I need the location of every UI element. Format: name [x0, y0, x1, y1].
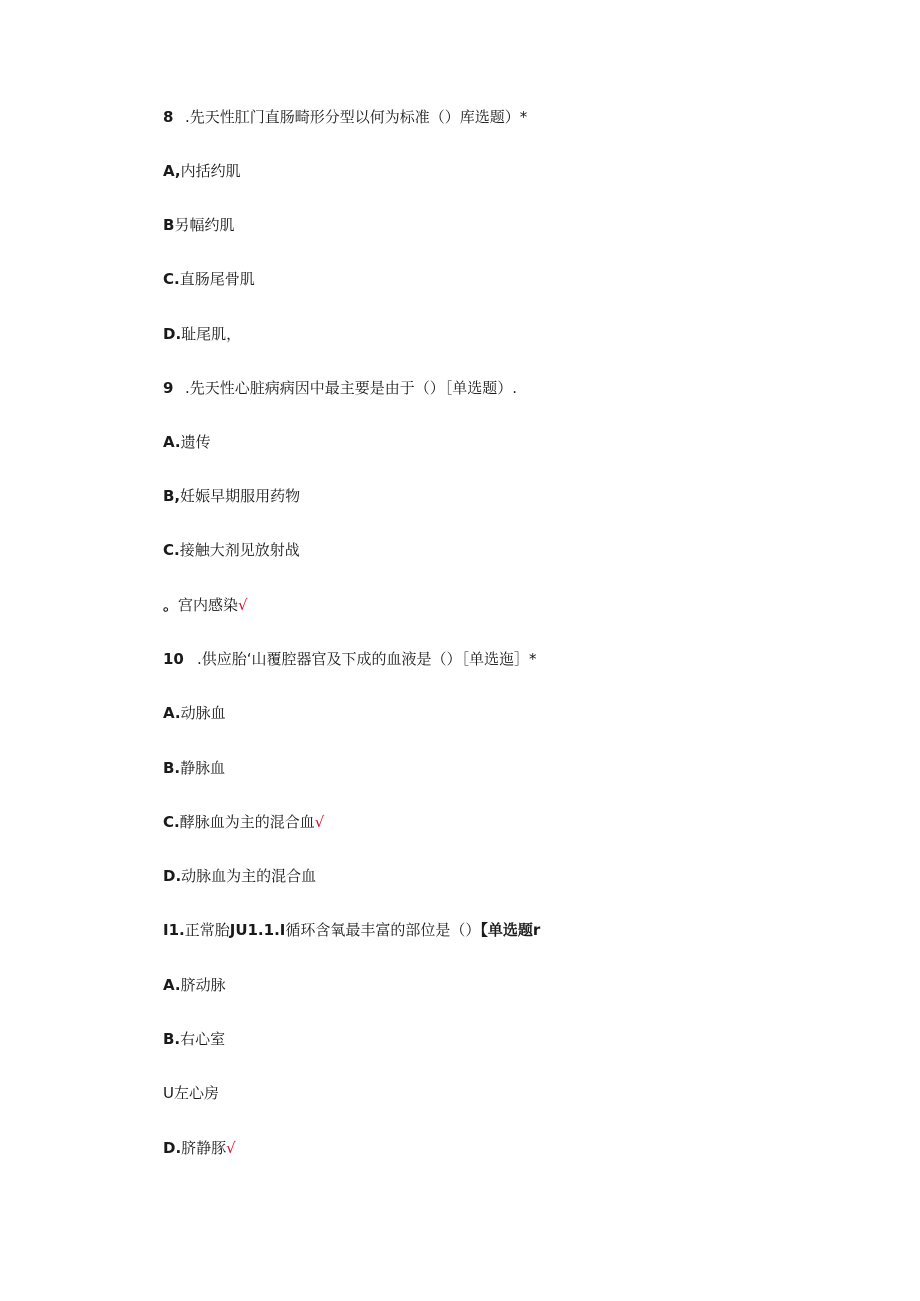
question-10-option-c — [163, 812, 324, 832]
question-stem: 循环含氧最丰富的部位是（） — [285, 921, 481, 939]
option-text: 内括约肌 — [180, 162, 241, 180]
option-letter: B, — [163, 487, 181, 505]
option-letter: C. — [163, 270, 180, 288]
question-10-option-b — [163, 758, 225, 778]
correct-answer-check-icon: √ — [314, 813, 325, 831]
question-11-option-c — [163, 1083, 219, 1103]
option-letter: B — [163, 216, 175, 234]
option-letter: C. — [163, 813, 180, 831]
question-stem-prefix: 正常胎 — [184, 921, 230, 939]
question-10-option-d — [163, 866, 316, 886]
option-letter: A, — [163, 162, 181, 180]
question-8-option-d — [163, 324, 241, 344]
option-letter: B. — [163, 1030, 181, 1048]
question-8-option-b — [163, 215, 234, 235]
option-letter: C. — [163, 541, 180, 559]
option-letter: D. — [163, 1139, 182, 1157]
question-number: 8 — [163, 108, 174, 126]
option-letter: A. — [163, 704, 181, 722]
option-letter: A. — [163, 433, 181, 451]
option-letter: 。 — [163, 596, 179, 614]
question-number: 9 — [163, 379, 174, 397]
question-9-option-b — [163, 486, 300, 506]
question-stem: .先天性心脏病病因中最主要是由于（）［单选题）. — [185, 379, 518, 397]
option-text: 另幅约肌 — [174, 216, 235, 234]
question-11-option-b — [163, 1029, 225, 1049]
question-stem-garbled: JU1.1.I — [229, 921, 286, 939]
option-text: 遗传 — [180, 433, 211, 451]
option-text: 动脉血为主的混合血 — [181, 867, 317, 885]
option-text: 左心房 — [173, 1084, 219, 1102]
option-text: 脐动脉 — [180, 976, 226, 994]
question-9-option-a — [163, 432, 211, 452]
option-text: 接触大剂见放射战 — [179, 541, 300, 559]
question-8-option-c — [163, 269, 255, 289]
correct-answer-check-icon: √ — [226, 1139, 236, 1157]
option-letter: A. — [163, 976, 181, 994]
option-text: 宫内感染 — [178, 596, 239, 614]
question-10-option-a — [163, 703, 226, 723]
option-letter: D. — [163, 867, 182, 885]
option-letter: U — [163, 1084, 174, 1102]
option-letter: D. — [163, 325, 182, 343]
question-stem: .供应胎‘山覆腔器官及下成的血液是（）［单选迤］* — [197, 650, 537, 668]
question-10-stem-line — [163, 649, 537, 669]
option-text: 酵脉血为主的混合血 — [179, 813, 315, 831]
question-8-stem-line — [163, 107, 527, 127]
question-number: I1. — [163, 921, 185, 939]
option-text: 耻尾肌， — [181, 325, 242, 343]
question-9-stem-line — [163, 378, 517, 398]
question-type: 【单选题r — [480, 921, 541, 939]
question-stem: .先天性肛门直肠畸形分型以何为标准（）库选题）* — [185, 108, 528, 126]
question-11-option-d — [163, 1138, 236, 1158]
option-text: 静脉血 — [180, 759, 226, 777]
question-9-option-d — [163, 595, 248, 615]
question-8-option-a — [163, 161, 241, 181]
option-text: 脐静豚 — [181, 1139, 227, 1157]
question-9-option-c — [163, 540, 300, 560]
option-letter: B. — [163, 759, 181, 777]
option-text: 右心室 — [180, 1030, 226, 1048]
option-text: 直肠尾骨肌 — [179, 270, 255, 288]
option-text: 妊娠早期服用药物 — [180, 487, 301, 505]
question-11-stem-line — [163, 920, 540, 940]
option-text: 动脉血 — [180, 704, 226, 722]
question-number: 10 — [163, 650, 184, 668]
question-11-option-a — [163, 975, 226, 995]
correct-answer-check-icon: √ — [238, 596, 248, 614]
